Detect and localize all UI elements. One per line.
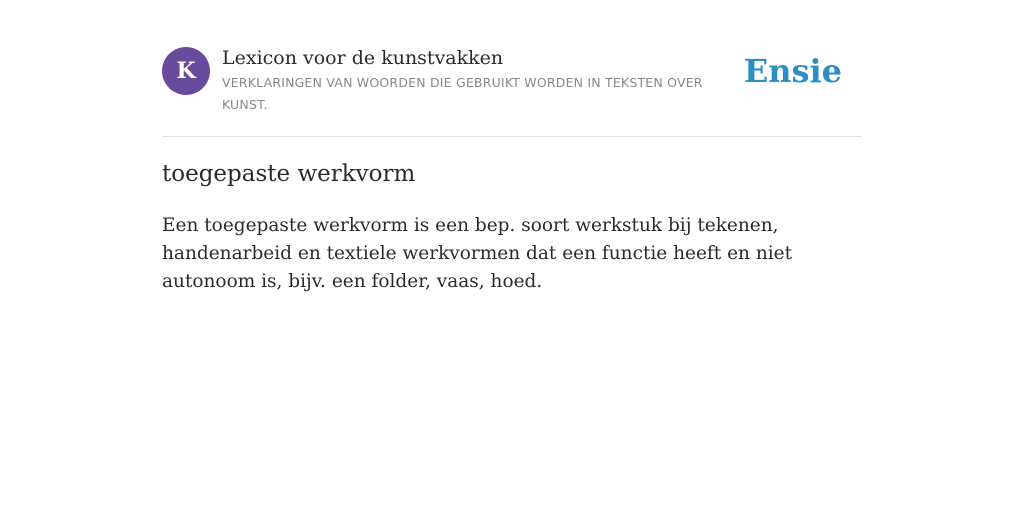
- avatar-letter: K: [176, 58, 196, 84]
- lexicon-avatar[interactable]: [162, 47, 210, 95]
- site-header: [162, 44, 862, 137]
- entry-term-heading: toegepaste werkvorm: [162, 161, 416, 187]
- entry-definition: Een toegepaste werkvorm is een bep. soort werkstuk bij tekenen, handenarbeid en textiele werkvormen dat een functie heeft en niet autonoom is, bijv. een folder, vaas, hoed.: [162, 215, 793, 292]
- lexicon-title[interactable]: Lexicon voor de kunstvakken: [222, 47, 504, 69]
- lexicon-subtitle: VERKLARINGEN VAN WOORDEN DIE GEBRUIKT WORDEN IN TEKSTEN OVER KUNST.: [222, 75, 703, 112]
- ensie-logo-link[interactable]: Ensie: [743, 52, 842, 90]
